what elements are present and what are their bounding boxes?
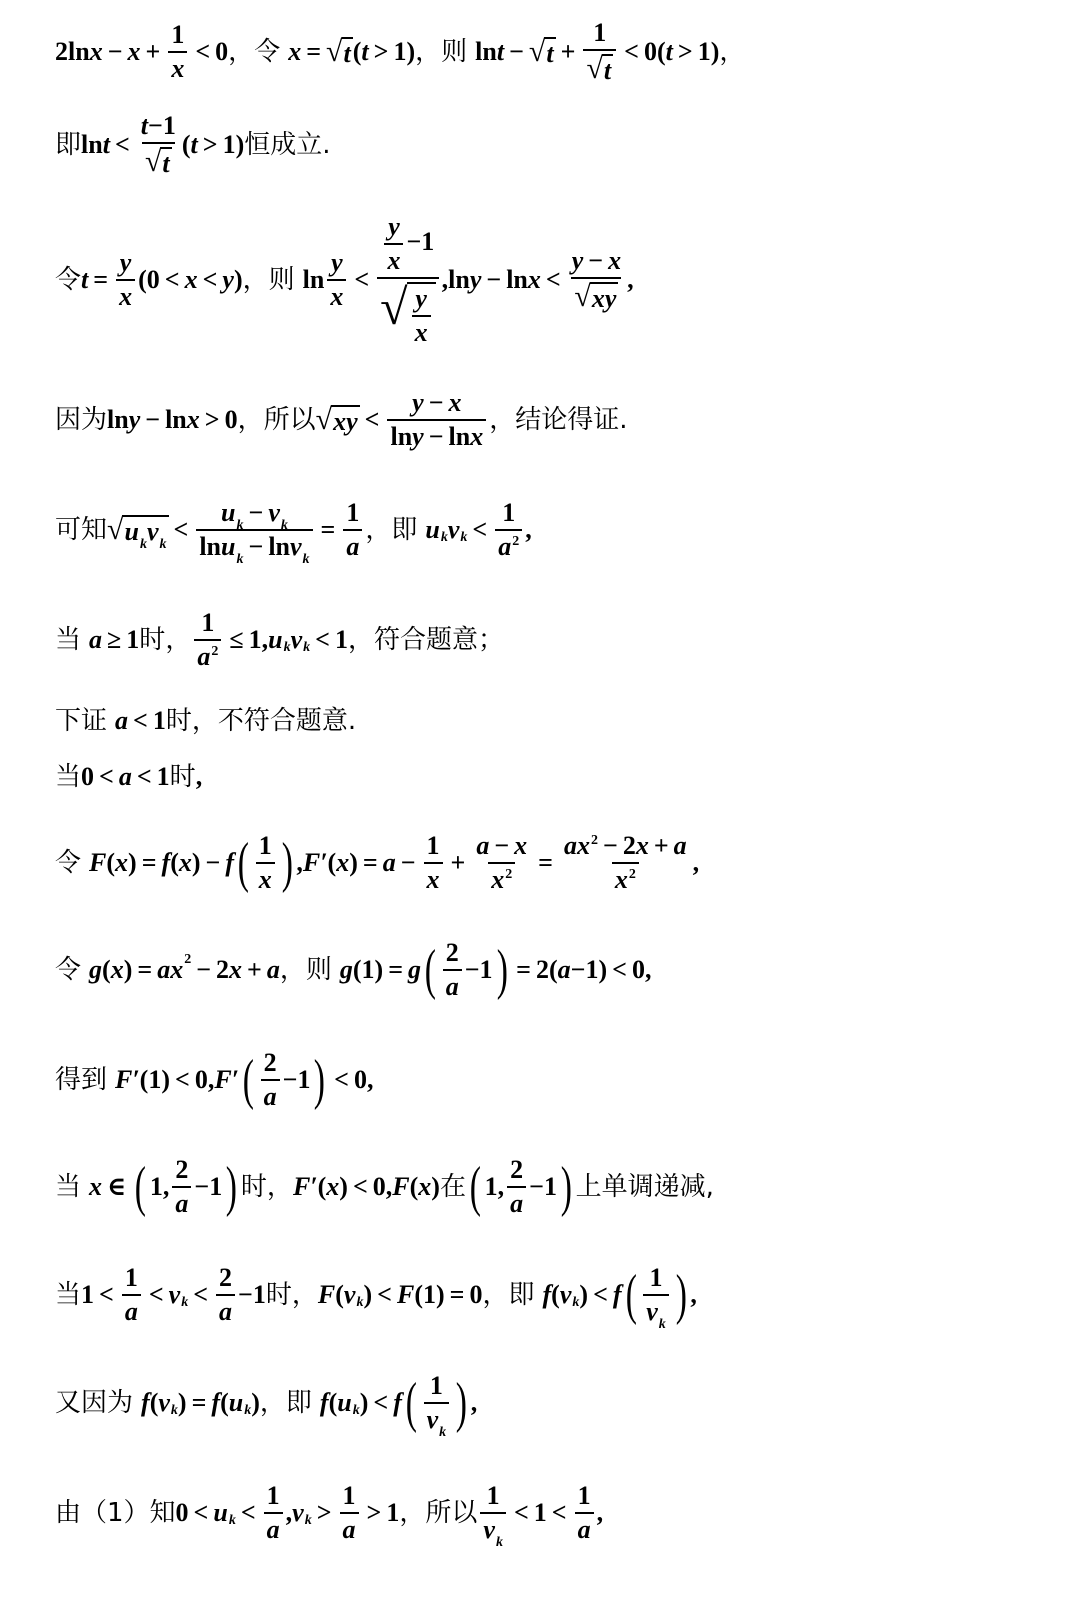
text-ji: 即 — [55, 130, 82, 160]
text-suoyi: 所以 — [263, 405, 316, 435]
equation-line-10: 令 g ( x ) = ax 2 − 2x + a ， 则 g (1) = g ( $\frac{2}{a}$ −1 ) = 2( a −1) < 0 , — [55, 938, 652, 1001]
comma: ， — [228, 37, 255, 67]
equation-line-7: 下证 a < 1 时，不符合题意. — [55, 706, 357, 736]
equation-line-5: 可知 √ $u_kv_k$ < $\frac{u_k - v_k}{\ln u_k - \ln v_k}$ = $\frac{1}{a}$ ， 即 u k v k < $\frac{1}{a^2}$ , — [55, 498, 532, 567]
text-bufuheti: 时，不符合题意. — [165, 706, 357, 736]
text-ze: 则 — [441, 37, 468, 67]
text-fuheti: 符合题意； — [373, 625, 504, 655]
equation-line-1: 2lnx − x + $\frac{1}{x}$ < 0 ， 令 x = √ t (t > 1) ， 则 lnt − √ t + 1 √ t < 0(t > 1) ， — [55, 18, 746, 85]
equation-line-12: 当 x ∈ ( 1, $\frac{2}{a}$ −1 ) 时 ， F′ ( x ) < 0, F ( x ) 在 ( 1, $\frac{2}{a}$ −1 ) 上单调递减, — [55, 1155, 714, 1218]
equation-line-13: 当 1 < $\frac{1}{a}$ < v k < $\frac{2}{a}$ −1 时 ， F ( v k ) < F (1) = 0 ， 即 f ( v k ) < f ( $\frac{1}{v_k}$ ) , — [55, 1263, 697, 1332]
text-hengchengli: 恒成立. — [244, 130, 331, 160]
equation-line-15: 由（1）知 0 < u k < $\frac{1}{a}$ , v k > $\frac{1}{a}$ > 1 ， 所以 $\frac{1}{v_k}$ < 1 < $\frac{1}{a}$ , — [55, 1481, 604, 1550]
equation-line-14: 又因为 f ( v k ) = f ( u k ) ， 即 f ( u k ) < f ( $\frac{1}{v_k}$ ) , — [55, 1371, 478, 1440]
text-zai: 在 — [439, 1172, 466, 1202]
equation-line-6: 当 a ≥ 1 时 ， $\frac{1}{a^2}$ ≤ 1, u k v k < 1 ， 符合题意； — [55, 608, 504, 671]
text-shangdandiaodijian: 上单调递减, — [575, 1172, 714, 1202]
text-xiazheng: 下证 — [55, 706, 108, 736]
equation-line-3: 令 t = $\frac{y}{x}$ (0 < x < y) ， 则 ln $\frac{y}{x}$ < $\frac{y}{x}$ −1 √ $\frac{y}{x}$ ,lny − lnx < y − x √ xy , — [55, 212, 634, 347]
text-youyinwei: 又因为 — [55, 1388, 134, 1418]
text-ling: 令 — [254, 37, 281, 67]
text-kezhi: 可知 — [55, 515, 108, 545]
text-jielundezheng: 结论得证. — [515, 405, 628, 435]
text-you1zhi: 由（1）知 — [55, 1498, 176, 1528]
text-dang: 当 — [55, 625, 82, 655]
text-yinwei: 因为 — [55, 405, 108, 435]
equation-line-9: 令 F ( x ) = f ( x ) − f ( $\frac{1}{x}$ ) , F′ ( x ) = a − $\frac{1}{x}$ + $\frac{a - x}{x^2}$ = $\frac{ax^2 - 2x + a}{x^2}$ , — [55, 831, 700, 894]
equation-line-11: 得到 F′ (1) < 0, F′ ( $\frac{2}{a}$ −1 ) < 0 , — [55, 1048, 374, 1111]
equation-line-8: 当 0 < a < 1 时 , — [55, 762, 203, 792]
equation-line-4: 因为 lny − lnx > 0 ， 所以 √ xy < $\frac{y - x}{\ln y - \ln x}$ ， 结论得证. — [55, 388, 628, 451]
equation-line-2: 即 lnt < t−1 √ t (t > 1) 恒成立. — [55, 111, 331, 178]
text-dedao: 得到 — [55, 1065, 108, 1095]
